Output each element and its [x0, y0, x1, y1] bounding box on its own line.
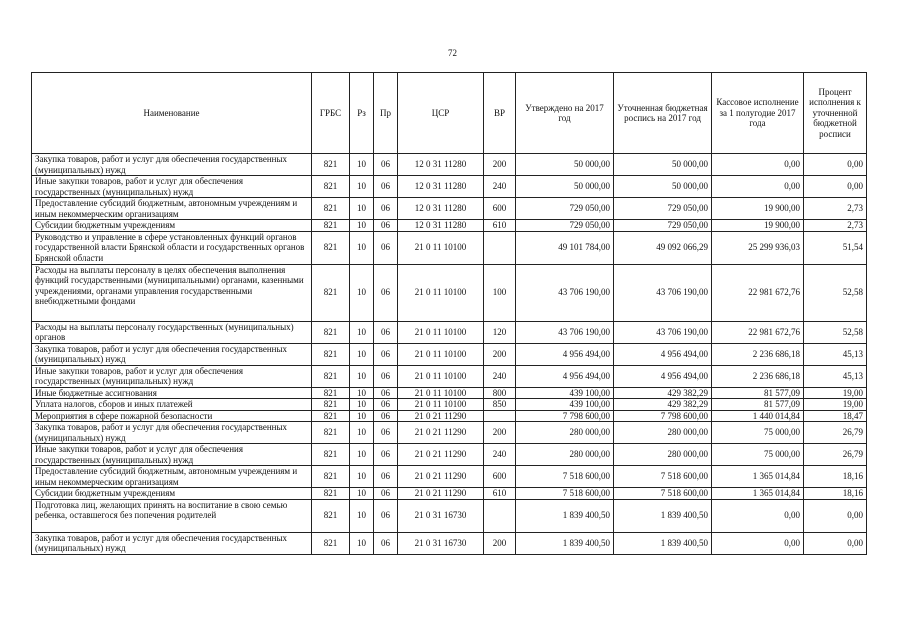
cell-name: Уплата налогов, сборов и иных платежей [32, 399, 312, 411]
cell-name: Руководство и управление в сфере установленных функций органов государственной власти Брянской области и государственных органов Брянской области [32, 231, 312, 264]
table-row [32, 422, 867, 444]
cell-refined: 4 956 494,00 [614, 365, 712, 387]
cell-csr: 21 0 21 11290 [398, 466, 484, 488]
cell-cash: 22 981 672,76 [712, 321, 804, 343]
cell-rz: 10 [350, 399, 374, 411]
cell-pr: 06 [374, 532, 398, 554]
table-row [32, 399, 867, 411]
cell-cash: 0,00 [712, 176, 804, 198]
cell-approved: 1 839 400,50 [516, 532, 614, 554]
cell-percent: 0,00 [804, 532, 867, 554]
cell-approved: 280 000,00 [516, 422, 614, 444]
cell-cash: 0,00 [712, 499, 804, 532]
cell-rz: 10 [350, 365, 374, 387]
cell-cash: 1 365 014,84 [712, 466, 804, 488]
cell-refined: 50 000,00 [614, 176, 712, 198]
cell-cash: 19 900,00 [712, 220, 804, 232]
cell-csr: 21 0 11 10100 [398, 264, 484, 321]
cell-csr: 21 0 11 10100 [398, 387, 484, 399]
cell-percent: 0,00 [804, 154, 867, 176]
cell-cash: 1 365 014,84 [712, 488, 804, 500]
cell-csr: 12 0 31 11280 [398, 154, 484, 176]
cell-csr: 12 0 31 11280 [398, 176, 484, 198]
cell-grbs: 821 [312, 399, 350, 411]
cell-approved: 439 100,00 [516, 387, 614, 399]
cell-refined: 7 518 600,00 [614, 488, 712, 500]
cell-approved: 1 839 400,50 [516, 499, 614, 532]
cell-approved: 7 798 600,00 [516, 410, 614, 422]
table-row [32, 343, 867, 365]
cell-name: Иные бюджетные ассигнования [32, 387, 312, 399]
cell-rz: 10 [350, 321, 374, 343]
table-row [32, 321, 867, 343]
cell-refined: 429 382,29 [614, 387, 712, 399]
table-body [32, 154, 867, 555]
cell-rz: 10 [350, 444, 374, 466]
cell-grbs: 821 [312, 176, 350, 198]
cell-grbs: 821 [312, 231, 350, 264]
cell-rz: 10 [350, 264, 374, 321]
cell-csr: 21 0 11 10100 [398, 343, 484, 365]
cell-refined: 43 706 190,00 [614, 264, 712, 321]
cell-percent: 0,00 [804, 499, 867, 532]
cell-pr: 06 [374, 198, 398, 220]
cell-csr: 12 0 31 11280 [398, 198, 484, 220]
cell-refined: 1 839 400,50 [614, 532, 712, 554]
cell-rz: 10 [350, 410, 374, 422]
header-csr: ЦСР [398, 73, 484, 154]
header-approved: Утверждено на 2017 год [516, 73, 614, 154]
cell-vr: 240 [484, 444, 516, 466]
cell-percent: 26,79 [804, 444, 867, 466]
cell-grbs: 821 [312, 422, 350, 444]
cell-pr: 06 [374, 422, 398, 444]
cell-vr: 610 [484, 220, 516, 232]
header-rz: Рз [350, 73, 374, 154]
header-cash: Кассовое исполнение за 1 полугодие 2017 года [712, 73, 804, 154]
cell-cash: 25 299 936,03 [712, 231, 804, 264]
cell-grbs: 821 [312, 466, 350, 488]
cell-grbs: 821 [312, 343, 350, 365]
cell-grbs: 821 [312, 532, 350, 554]
cell-cash: 22 981 672,76 [712, 264, 804, 321]
cell-name: Предоставление субсидий бюджетным, автономным учреждениям и иным некоммерческим организациям [32, 466, 312, 488]
cell-approved: 7 518 600,00 [516, 466, 614, 488]
table-row [32, 176, 867, 198]
cell-refined: 280 000,00 [614, 422, 712, 444]
cell-refined: 49 092 066,29 [614, 231, 712, 264]
cell-csr: 21 0 11 10100 [398, 321, 484, 343]
cell-refined: 4 956 494,00 [614, 343, 712, 365]
cell-name: Предоставление субсидий бюджетным, автономным учреждениям и иным некоммерческим организациям [32, 198, 312, 220]
cell-csr: 21 0 21 11290 [398, 422, 484, 444]
cell-approved: 439 100,00 [516, 399, 614, 411]
cell-approved: 4 956 494,00 [516, 365, 614, 387]
cell-cash: 0,00 [712, 154, 804, 176]
cell-pr: 06 [374, 365, 398, 387]
cell-rz: 10 [350, 466, 374, 488]
cell-csr: 21 0 21 11290 [398, 444, 484, 466]
header-name: Наименование [32, 73, 312, 154]
cell-name: Иные закупки товаров, работ и услуг для обеспечения государственных (муниципальных) нужд [32, 365, 312, 387]
cell-name: Субсидии бюджетным учреждениям [32, 220, 312, 232]
table-row [32, 532, 867, 554]
cell-percent: 2,73 [804, 220, 867, 232]
cell-cash: 1 440 014,84 [712, 410, 804, 422]
cell-refined: 7 798 600,00 [614, 410, 712, 422]
cell-rz: 10 [350, 343, 374, 365]
table-row [32, 154, 867, 176]
cell-percent: 52,58 [804, 321, 867, 343]
cell-vr: 600 [484, 466, 516, 488]
header-refined: Уточненная бюджетная роспись на 2017 год [614, 73, 712, 154]
cell-pr: 06 [374, 399, 398, 411]
cell-grbs: 821 [312, 387, 350, 399]
cell-percent: 0,00 [804, 176, 867, 198]
cell-grbs: 821 [312, 220, 350, 232]
cell-csr: 21 0 21 11290 [398, 410, 484, 422]
cell-vr: 100 [484, 264, 516, 321]
cell-vr: 600 [484, 198, 516, 220]
table-row [32, 220, 867, 232]
cell-vr: 800 [484, 387, 516, 399]
cell-vr: 200 [484, 532, 516, 554]
cell-percent: 45,13 [804, 343, 867, 365]
cell-grbs: 821 [312, 410, 350, 422]
cell-percent: 18,16 [804, 488, 867, 500]
cell-name: Иные закупки товаров, работ и услуг для обеспечения государственных (муниципальных) нужд [32, 444, 312, 466]
cell-pr: 06 [374, 466, 398, 488]
cell-approved: 729 050,00 [516, 220, 614, 232]
cell-rz: 10 [350, 422, 374, 444]
cell-pr: 06 [374, 387, 398, 399]
table-row [32, 231, 867, 264]
cell-percent: 52,58 [804, 264, 867, 321]
cell-refined: 50 000,00 [614, 154, 712, 176]
cell-grbs: 821 [312, 321, 350, 343]
cell-vr: 240 [484, 365, 516, 387]
cell-grbs: 821 [312, 264, 350, 321]
table-row [32, 488, 867, 500]
table-row [32, 264, 867, 321]
cell-vr: 200 [484, 343, 516, 365]
cell-cash: 2 236 686,18 [712, 365, 804, 387]
cell-rz: 10 [350, 532, 374, 554]
cell-percent: 45,13 [804, 365, 867, 387]
cell-vr: 200 [484, 422, 516, 444]
cell-csr: 21 0 11 10100 [398, 365, 484, 387]
cell-vr: 200 [484, 154, 516, 176]
cell-pr: 06 [374, 264, 398, 321]
cell-pr: 06 [374, 488, 398, 500]
cell-refined: 729 050,00 [614, 198, 712, 220]
cell-vr [484, 231, 516, 264]
table-row [32, 444, 867, 466]
cell-pr: 06 [374, 444, 398, 466]
cell-rz: 10 [350, 220, 374, 232]
table-row [32, 466, 867, 488]
cell-name: Закупка товаров, работ и услуг для обеспечения государственных (муниципальных) нужд [32, 154, 312, 176]
cell-percent: 18,47 [804, 410, 867, 422]
table-row [32, 499, 867, 532]
cell-pr: 06 [374, 231, 398, 264]
cell-rz: 10 [350, 198, 374, 220]
cell-pr: 06 [374, 220, 398, 232]
cell-approved: 7 518 600,00 [516, 488, 614, 500]
cell-cash: 75 000,00 [712, 444, 804, 466]
page-number: 72 [448, 48, 457, 58]
table-header-row [32, 73, 867, 154]
cell-refined: 729 050,00 [614, 220, 712, 232]
cell-approved: 43 706 190,00 [516, 264, 614, 321]
cell-name: Закупка товаров, работ и услуг для обеспечения государственных (муниципальных) нужд [32, 422, 312, 444]
cell-pr: 06 [374, 176, 398, 198]
cell-rz: 10 [350, 154, 374, 176]
header-pr: Пр [374, 73, 398, 154]
cell-grbs: 821 [312, 499, 350, 532]
cell-vr: 610 [484, 488, 516, 500]
cell-percent: 19,00 [804, 387, 867, 399]
header-vr: ВР [484, 73, 516, 154]
cell-cash: 81 577,09 [712, 399, 804, 411]
cell-grbs: 821 [312, 198, 350, 220]
cell-rz: 10 [350, 387, 374, 399]
cell-csr: 21 0 11 10100 [398, 399, 484, 411]
cell-approved: 729 050,00 [516, 198, 614, 220]
cell-pr: 06 [374, 499, 398, 532]
cell-rz: 10 [350, 499, 374, 532]
table-row [32, 365, 867, 387]
cell-name: Иные закупки товаров, работ и услуг для обеспечения государственных (муниципальных) нужд [32, 176, 312, 198]
cell-name: Закупка товаров, работ и услуг для обеспечения государственных (муниципальных) нужд [32, 532, 312, 554]
cell-vr [484, 499, 516, 532]
cell-vr: 120 [484, 321, 516, 343]
cell-cash: 81 577,09 [712, 387, 804, 399]
cell-name: Мероприятия в сфере пожарной безопасности [32, 410, 312, 422]
cell-name: Закупка товаров, работ и услуг для обеспечения государственных (муниципальных) нужд [32, 343, 312, 365]
cell-refined: 280 000,00 [614, 444, 712, 466]
table-row [32, 198, 867, 220]
cell-refined: 7 518 600,00 [614, 466, 712, 488]
cell-pr: 06 [374, 154, 398, 176]
cell-percent: 26,79 [804, 422, 867, 444]
cell-vr: 240 [484, 176, 516, 198]
cell-approved: 4 956 494,00 [516, 343, 614, 365]
cell-csr: 21 0 11 10100 [398, 231, 484, 264]
cell-csr: 21 0 21 11290 [398, 488, 484, 500]
cell-percent: 18,16 [804, 466, 867, 488]
cell-pr: 06 [374, 343, 398, 365]
cell-name: Расходы на выплаты персоналу в целях обеспечения выполнения функций государственными (муниципальными) органами, казенными учреждениями, органами управления государственными внебюджетными фондами [32, 264, 312, 321]
cell-pr: 06 [374, 410, 398, 422]
cell-grbs: 821 [312, 444, 350, 466]
cell-percent: 2,73 [804, 198, 867, 220]
cell-rz: 10 [350, 176, 374, 198]
cell-vr: 850 [484, 399, 516, 411]
table-row [32, 387, 867, 399]
cell-name: Субсидии бюджетным учреждениям [32, 488, 312, 500]
cell-cash: 19 900,00 [712, 198, 804, 220]
cell-rz: 10 [350, 231, 374, 264]
table-row [32, 410, 867, 422]
cell-approved: 43 706 190,00 [516, 321, 614, 343]
cell-refined: 429 382,29 [614, 399, 712, 411]
cell-csr: 21 0 31 16730 [398, 532, 484, 554]
cell-approved: 50 000,00 [516, 176, 614, 198]
cell-approved: 50 000,00 [516, 154, 614, 176]
header-grbs: ГРБС [312, 73, 350, 154]
cell-name: Подготовка лиц, желающих принять на воспитание в свою семью ребенка, оставшегося без попечения родителей [32, 499, 312, 532]
cell-rz: 10 [350, 488, 374, 500]
cell-cash: 75 000,00 [712, 422, 804, 444]
cell-name: Расходы на выплаты персоналу государственных (муниципальных) органов [32, 321, 312, 343]
cell-grbs: 821 [312, 488, 350, 500]
cell-grbs: 821 [312, 154, 350, 176]
cell-pr: 06 [374, 321, 398, 343]
cell-percent: 51,54 [804, 231, 867, 264]
header-percent: Процент исполнения к уточненной бюджетной росписи [804, 73, 867, 154]
cell-cash: 0,00 [712, 532, 804, 554]
cell-refined: 43 706 190,00 [614, 321, 712, 343]
cell-vr [484, 410, 516, 422]
cell-csr: 12 0 31 11280 [398, 220, 484, 232]
cell-refined: 1 839 400,50 [614, 499, 712, 532]
cell-percent: 19,00 [804, 399, 867, 411]
cell-cash: 2 236 686,18 [712, 343, 804, 365]
cell-csr: 21 0 31 16730 [398, 499, 484, 532]
cell-grbs: 821 [312, 365, 350, 387]
cell-approved: 280 000,00 [516, 444, 614, 466]
cell-approved: 49 101 784,00 [516, 231, 614, 264]
budget-table [31, 72, 867, 555]
